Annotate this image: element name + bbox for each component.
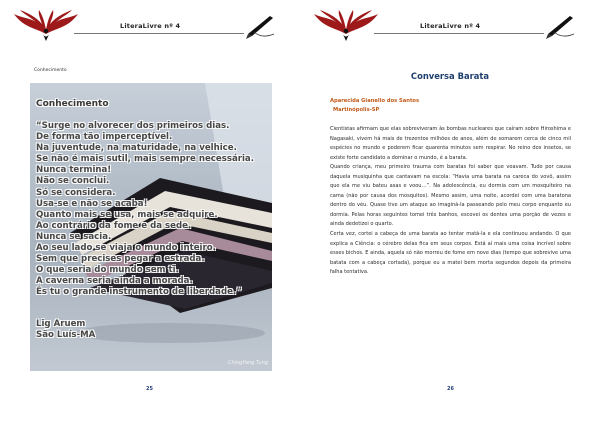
poem-line: Se não é mais sutil, mais sempre necessária. [36, 154, 254, 165]
poem-line: Só se considera. [36, 187, 116, 198]
poem-title: Conhecimento [36, 99, 109, 109]
article-paragraph: Quando criança, meu primeiro trauma com baratas foi saber que voavam. Tudo por causa daquela musiquinha que cantavam na escola: “Havia uma barata na careca do vovô, assim que ela me viu bateu asas e voou…”. Na adolescência, eu dormia com um mosquiteiro na cama (não por causa dos mosquitos). Mesmo assim, uma noite, acordei com uma baratona dentro do véu. Quase tive um ataque ao imaginá-la passeando pelo meu corpo enquanto eu dormia. Pelas horas seguintes tomei três banhos, escovei os dentes uma porção de vezes e ainda dedetizei o quarto. [330, 164, 571, 228]
article-location: Martinópolis-SP [333, 106, 380, 113]
poem-line: “Surge no alvorecer dos primeiros dias. [36, 121, 230, 131]
poem-line: Não se conclui. [36, 176, 110, 187]
poem-signature [36, 319, 95, 342]
poem-line: O que seria do mundo sem ti. [36, 265, 179, 276]
article-title: Conversa Barata [410, 71, 490, 81]
page-header [12, 8, 282, 46]
poem-line: Quanto mais se usa, mais se adquire. [36, 209, 218, 220]
poem-line: Nunca se sacia. [36, 231, 112, 242]
poem-line: Nunca termina! [36, 165, 112, 176]
poem-line: De forma tão imperceptível. [36, 132, 173, 143]
winged-logo-icon [12, 8, 80, 42]
section-label: Conhecimento [34, 68, 67, 73]
header-divider [74, 33, 244, 34]
right-page [300, 0, 600, 424]
poem-author: Lig Aruem [36, 319, 86, 329]
article-author: Aparecida Gianello dos Santos [330, 98, 420, 104]
poem-line: Usa-se e não se acaba! [36, 198, 148, 209]
article-paragraph: Certa vez, cortei a cabeça de uma barata ao tentar matá-la e ela continuou andando. O que explica a Ciência: o cérebro delas fica em seus corpos. Está aí mais uma coisa incrível sobre esses bichos. E ainda, aquela só não morreu de fome em nove dias (tempo que sobrevive uma batata com a cabeça cortada), porque eu a matei bem morta segundos depois da primeira falha tentativa. [330, 231, 571, 276]
poem-line: Ao seu lado se viaja o mundo inteiro. [36, 243, 216, 254]
image-credit: ChingYang Tung [227, 360, 268, 366]
magazine-title: LiteraLivre nº 4 [420, 22, 481, 30]
article-byline [330, 97, 419, 114]
poem-location: São Luís-MA [36, 330, 96, 341]
poem-line: Sem que precises pegar a estrada. [36, 254, 205, 265]
page-number: 26 [447, 386, 454, 392]
poem-line: A caverna seria ainda a morada. [36, 276, 193, 287]
header-divider [374, 33, 544, 34]
winged-logo-icon [312, 8, 380, 42]
poem-line: Ao contrário da fome e da sede. [36, 220, 192, 231]
poem-text [36, 121, 268, 299]
article-paragraph: Cientistas afirmam que elas sobreviveram às bombas nucleares que caíram sobre Hiroshima e Nagasaki, vivem há mais de trezentos milhões de anos, além de somarem cerca de cinco mil espécies no mundo e poderem ficar quarenta minutos sem respirar. No reino dos insetos, se existe forte candidato a dominar o mundo, é a barata. [330, 126, 571, 161]
page-number: 25 [146, 386, 153, 392]
magazine-title: LiteraLivre nº 4 [120, 22, 181, 30]
poem-line: Na juventude, na maturidade, na velhice. [36, 143, 237, 154]
poem-line: És tu o grande instrumento de liberdade.” [36, 287, 242, 298]
page-header [312, 8, 582, 46]
poem-illustration [30, 83, 272, 371]
article-body [330, 125, 571, 278]
quill-pen-icon [544, 12, 578, 40]
quill-pen-icon [244, 12, 278, 40]
